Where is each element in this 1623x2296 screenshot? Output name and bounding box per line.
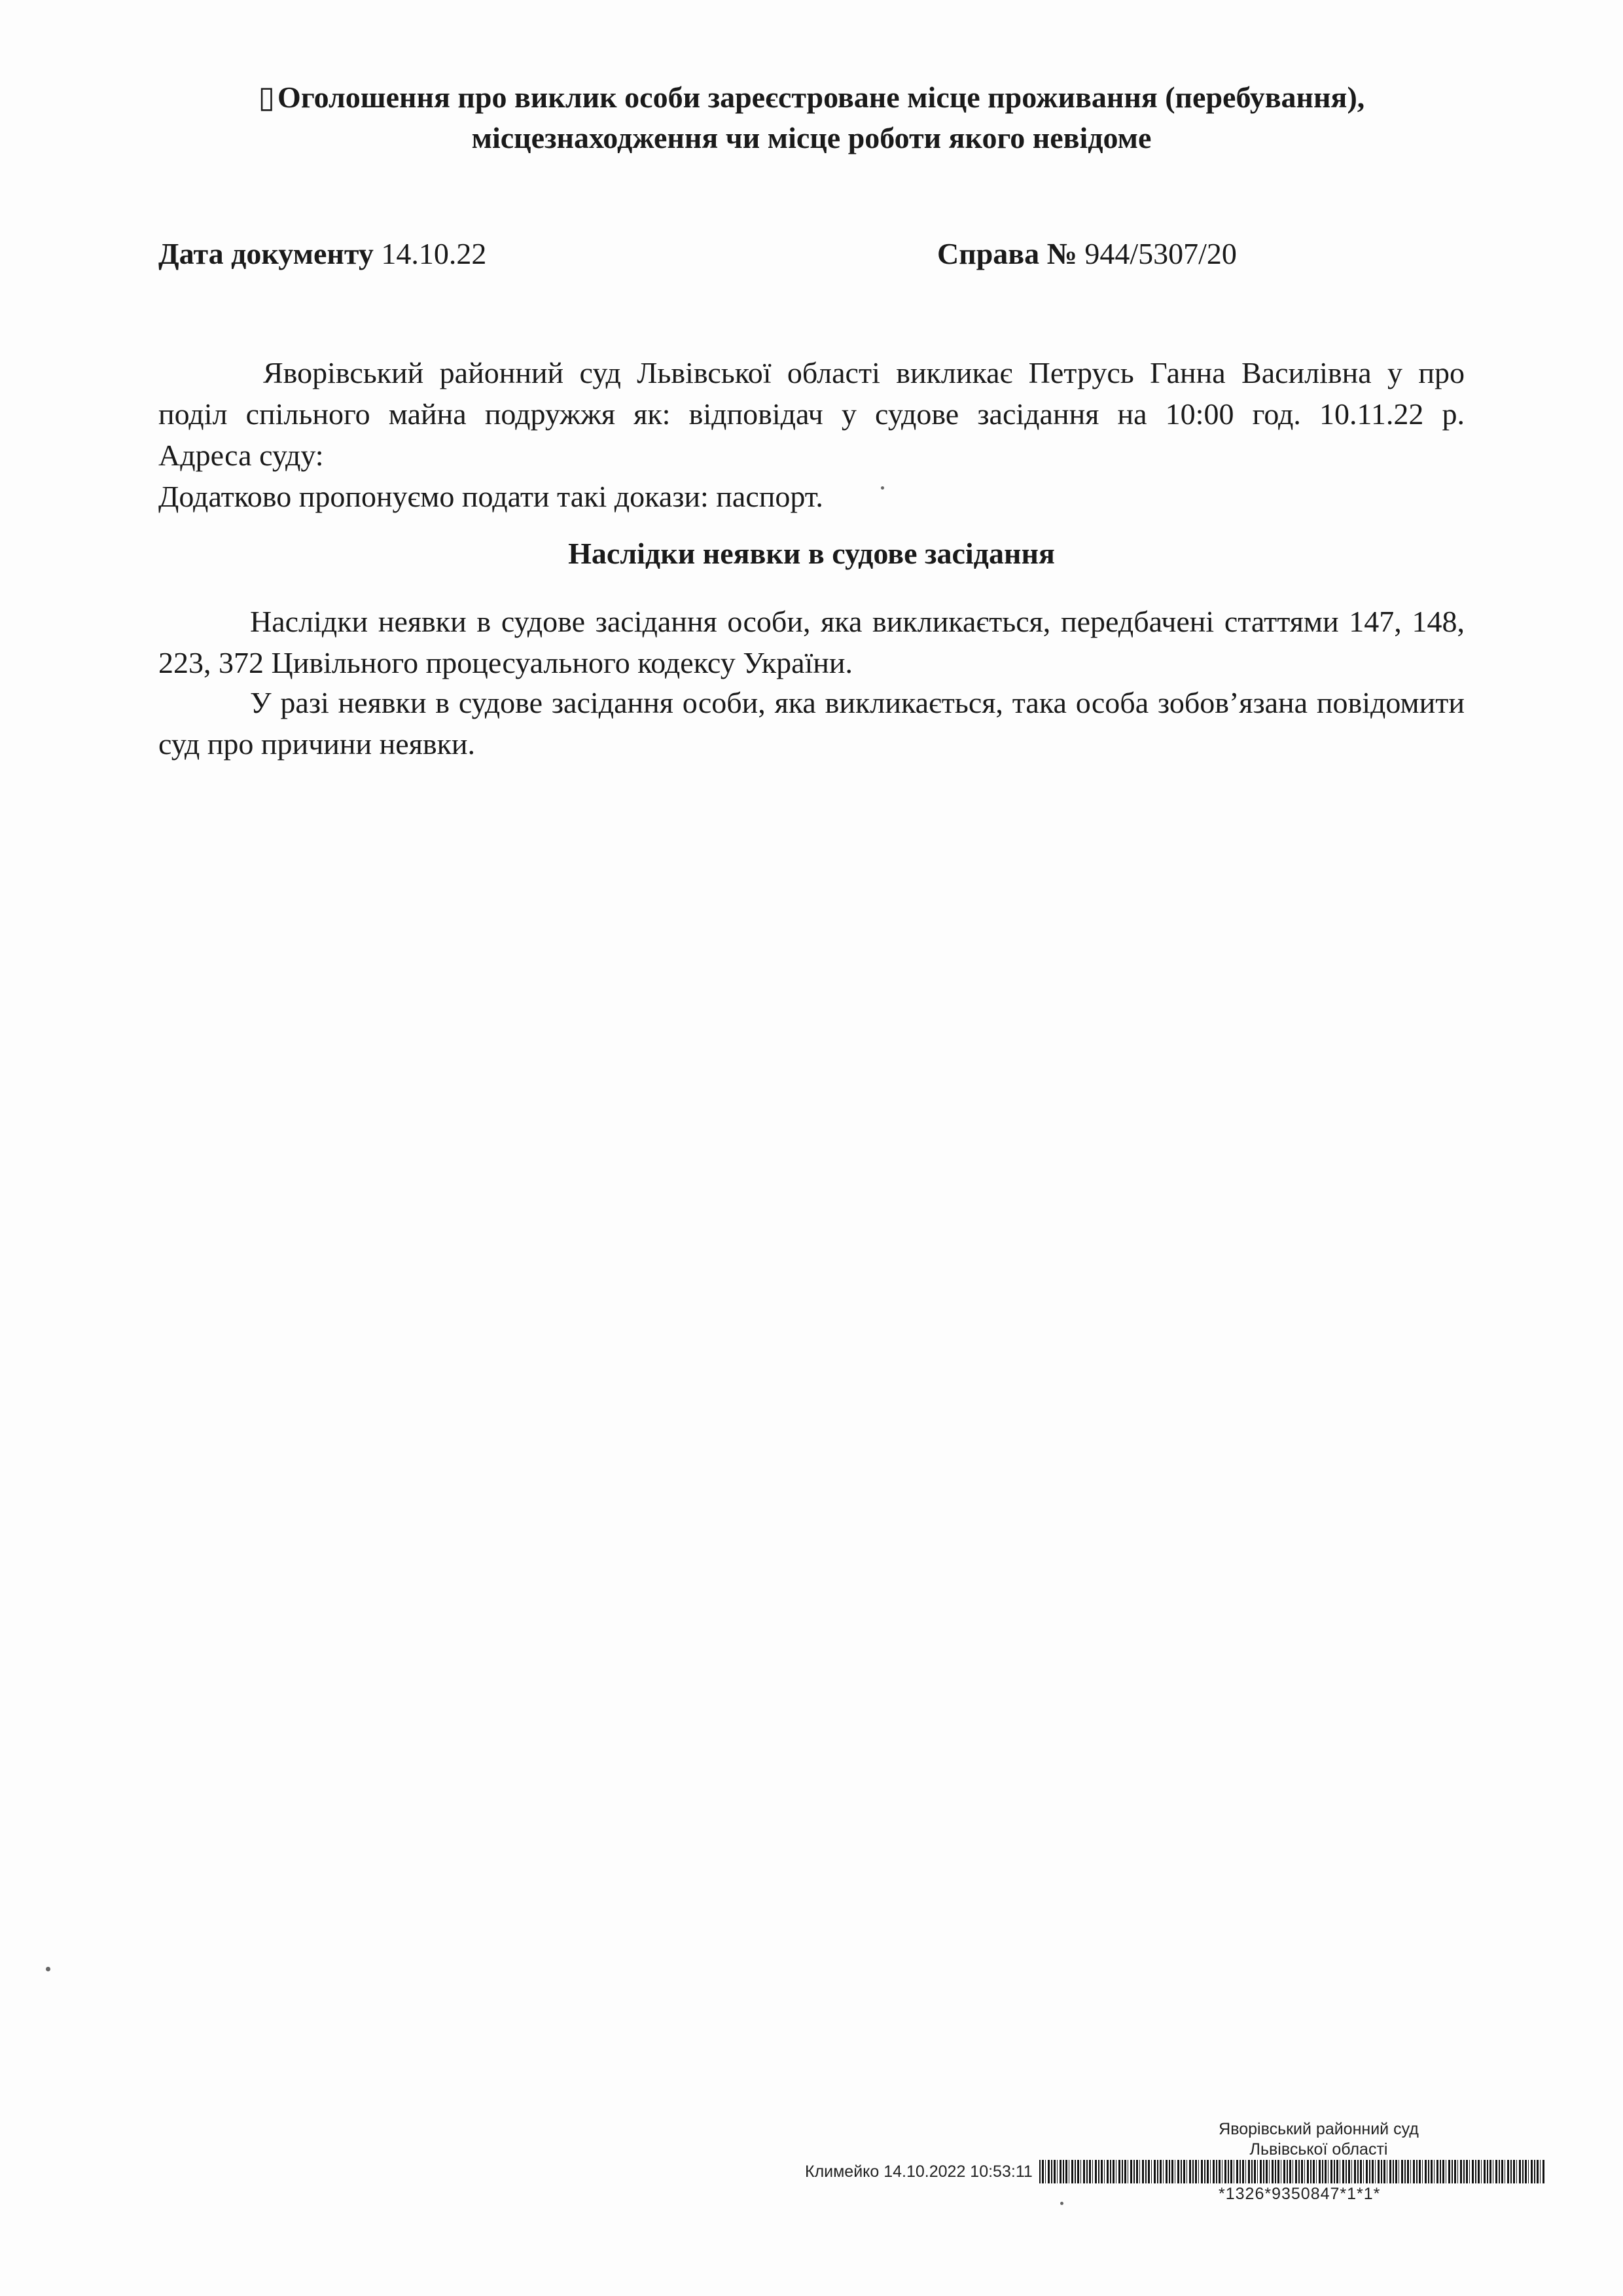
consequences-paragraph-2 [158,682,1465,764]
case-label: Справа № [937,237,1077,270]
date-label: Дата документу [158,237,374,270]
case-number [937,234,1237,274]
summons-line-1: Яворівський районний суд Львівської області викликає Петрусь Ганна Василівна у про [263,356,1465,389]
scan-speck [1060,2202,1063,2205]
summons-paragraph [158,352,1465,517]
title-line-1: ▯Оголошення про виклик особи зареєстроване місце проживання (перебування), [164,77,1459,118]
signer-datetime: Климейко 14.10.2022 10:53:11 [805,2162,1033,2181]
barcode-code: *1326*9350847*1*1* [1219,2185,1381,2203]
missing-glyph-icon: ▯ [258,81,276,114]
stamp-signature-row [805,2159,1544,2185]
document-title [164,77,1459,158]
summons-line-2: поділ спільного майна подружжя як: відповідач у судове засідання на 10:00 год. 10.11.22 р. [158,397,1465,431]
scan-speck [881,486,884,490]
barcode-icon [1039,2160,1544,2183]
consequences-heading: Наслідки неявки в судове засідання [568,537,1055,570]
evidence-line: Додатково пропонуємо подати такі докази: паспорт. [158,480,823,513]
document-date [158,234,486,274]
case-value: 944/5307/20 [1084,237,1237,270]
court-address-line: Адреса суду: [158,439,324,472]
scan-speck [46,1967,50,1971]
consequences-text-2: У разі неявки в судове засідання особи, яка викликається, така особа зобов’язана повідомити суд про причини неявки. [158,686,1465,761]
title-line-2: місцезнаходження чи місце роботи якого невідоме [471,121,1152,154]
stamp-court-line-1: Яворівський районний суд [1219,2120,1419,2138]
consequences-paragraph-1 [158,601,1465,683]
date-value: 14.10.22 [381,237,487,270]
consequences-text-1: Наслідки неявки в судове засідання особи, яка викликається, передбачені статтями 147, 148, 223, 372 Цивільного процесуального кодексу України. [158,605,1465,679]
stamp-court-line-2: Львівської області [1249,2140,1388,2159]
